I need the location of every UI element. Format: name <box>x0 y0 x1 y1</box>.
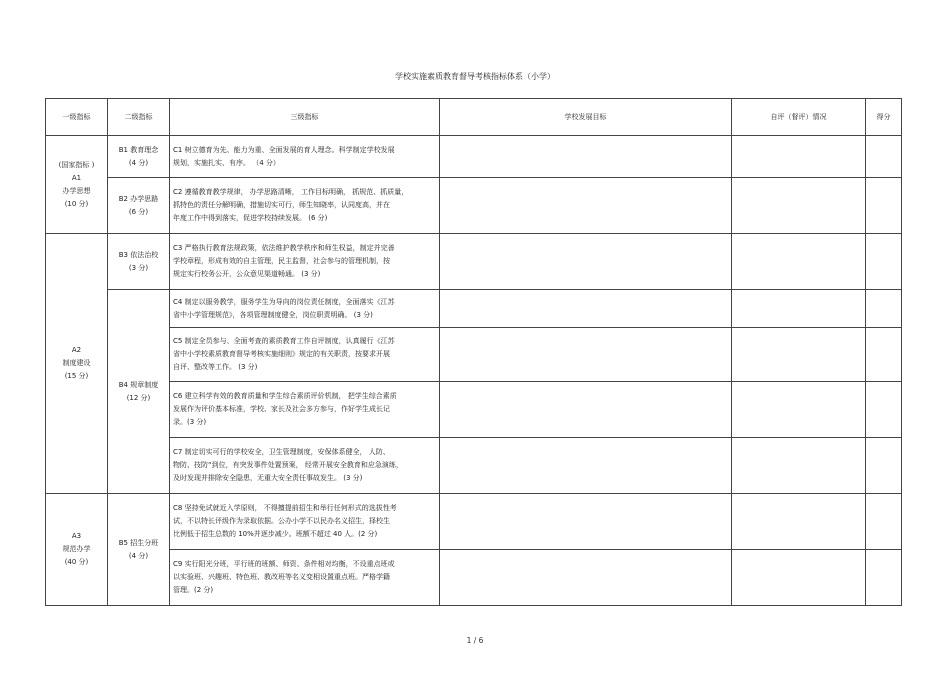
table-row <box>46 550 902 606</box>
header-level1: 一级指标 <box>46 99 108 136</box>
document-title: 学校实施素质教育督导考核指标体系（小学） <box>395 72 555 81</box>
score-cell[interactable] <box>866 438 902 494</box>
level2-cell-b2: B2 办学思路 (6 分) <box>108 178 170 234</box>
level3-cell-c7: C7 制定切实可行的学校安全，卫生管理制度，安保体系健全， 人防、 物防、技防“到位，有突发事件处置预案， 经常开展安全教育和应急演练， 及时发现并排除安全隐患，无重大安全责任事故发生。 (3 分) <box>170 438 440 494</box>
table-row <box>46 328 902 382</box>
level1-cell-a3: A3 规范办学 (40 分) <box>46 494 108 606</box>
level3-cell-c3: C3 严格执行教育法规政策，依法维护教学秩序和师生权益，制定并完善 学校章程，形成有效的自主管理，民主监督，社会参与的管理机制，按 规定实行校务公开，公众意见渠道畅通。 (3 分) <box>170 234 440 290</box>
score-cell[interactable] <box>866 494 902 550</box>
self-eval-cell[interactable] <box>732 328 866 382</box>
goal-cell[interactable] <box>440 290 732 328</box>
score-cell[interactable] <box>866 178 902 234</box>
goal-cell[interactable] <box>440 438 732 494</box>
self-eval-cell[interactable] <box>732 136 866 178</box>
score-cell[interactable] <box>866 382 902 438</box>
table-row <box>46 382 902 438</box>
score-cell[interactable] <box>866 136 902 178</box>
self-eval-cell[interactable] <box>732 382 866 438</box>
page-indicator: 1 / 6 <box>466 636 484 645</box>
goal-cell[interactable] <box>440 550 732 606</box>
level2-cell-b3: B3 依法治校 (3 分) <box>108 234 170 290</box>
level3-cell-c4: C4 制定以服务教学，服务学生为导向的岗位责任制度，全面落实《江苏 省中小学管理规范》，各项管理制度健全，岗位职责明确。 (3 分) <box>170 290 440 328</box>
goal-cell[interactable] <box>440 178 732 234</box>
goal-cell[interactable] <box>440 494 732 550</box>
header-goal: 学校发展目标 <box>440 99 732 136</box>
self-eval-cell[interactable] <box>732 234 866 290</box>
goal-cell[interactable] <box>440 382 732 438</box>
self-eval-cell[interactable] <box>732 494 866 550</box>
level3-cell-c1: C1 树立德育为先、能力为重、全面发展的育人理念。科学制定学校发展 规划，实施扎实、有序。 （4 分） <box>170 136 440 178</box>
table-row <box>46 290 902 328</box>
header-level2: 二级指标 <box>108 99 170 136</box>
table-row <box>46 494 902 550</box>
level3-cell-c5: C5 制定全员参与、全面考查的素质教育工作自评制度，认真履行《江苏 省中小学校素质教育督导考核实施细则》规定的有关职责，按要求开展 自评、整改等工作。 (3 分) <box>170 328 440 382</box>
level2-cell-b5: B5 招生分班 (4 分) <box>108 494 170 606</box>
header-row <box>46 99 902 136</box>
level3-cell-c8: C8 坚持免试就近入学原则， 不得擅提前招生和举行任何形式的选拔性考 试，不以特长评级作为录取依据。公办小学不以民办名义招生，择校生 比例低于招生总数的 10%并逐步减少。班额不超过 40 人。(2 分) <box>170 494 440 550</box>
level3-cell-c9: C9 实行阳光分班，平行班的班额、师资、条件相对均衡，不设重点班或 以实验班、兴趣班、特色班、教改班等名义变相设置重点班。严格学籍 管理。(2 分) <box>170 550 440 606</box>
goal-cell[interactable] <box>440 234 732 290</box>
level1-cell-a2: A2 制度建设 (15 分) <box>46 234 108 494</box>
self-eval-cell[interactable] <box>732 550 866 606</box>
header-score: 得分 <box>866 99 902 136</box>
level3-cell-c6: C6 建立科学有效的教育质量和学生综合素质评价机制， 把学生综合素质 发展作为评价基本标准，学校、家长及社会多方参与，作好学生成长记 录。(3 分) <box>170 382 440 438</box>
level1-cell-a1: (国家指标 ) A1 办学思想 (10 分) <box>46 136 108 234</box>
goal-cell[interactable] <box>440 328 732 382</box>
header-level3: 三级指标 <box>170 99 440 136</box>
self-eval-cell[interactable] <box>732 178 866 234</box>
table-row <box>46 178 902 234</box>
table-row <box>46 438 902 494</box>
self-eval-cell[interactable] <box>732 290 866 328</box>
score-cell[interactable] <box>866 234 902 290</box>
goal-cell[interactable] <box>440 136 732 178</box>
score-cell[interactable] <box>866 290 902 328</box>
score-cell[interactable] <box>866 328 902 382</box>
level2-cell-b1: B1 教育理念 (4 分) <box>108 136 170 178</box>
level2-cell-b4: B4 规章制度 (12 分) <box>108 290 170 494</box>
self-eval-cell[interactable] <box>732 438 866 494</box>
header-self-eval: 自评（督评）情况 <box>732 99 866 136</box>
table-row <box>46 234 902 290</box>
level3-cell-c2: C2 遵循教育教学规律， 办学思路清晰， 工作目标明确， 抓规范、抓质量， 抓特色的责任分解明确，措施切实可行，师生知晓率，认同度高，并在 年度工作中得到落实，促进学校持续发展。 (6 分) <box>170 178 440 234</box>
evaluation-table <box>45 98 902 606</box>
score-cell[interactable] <box>866 550 902 606</box>
table-row <box>46 136 902 178</box>
